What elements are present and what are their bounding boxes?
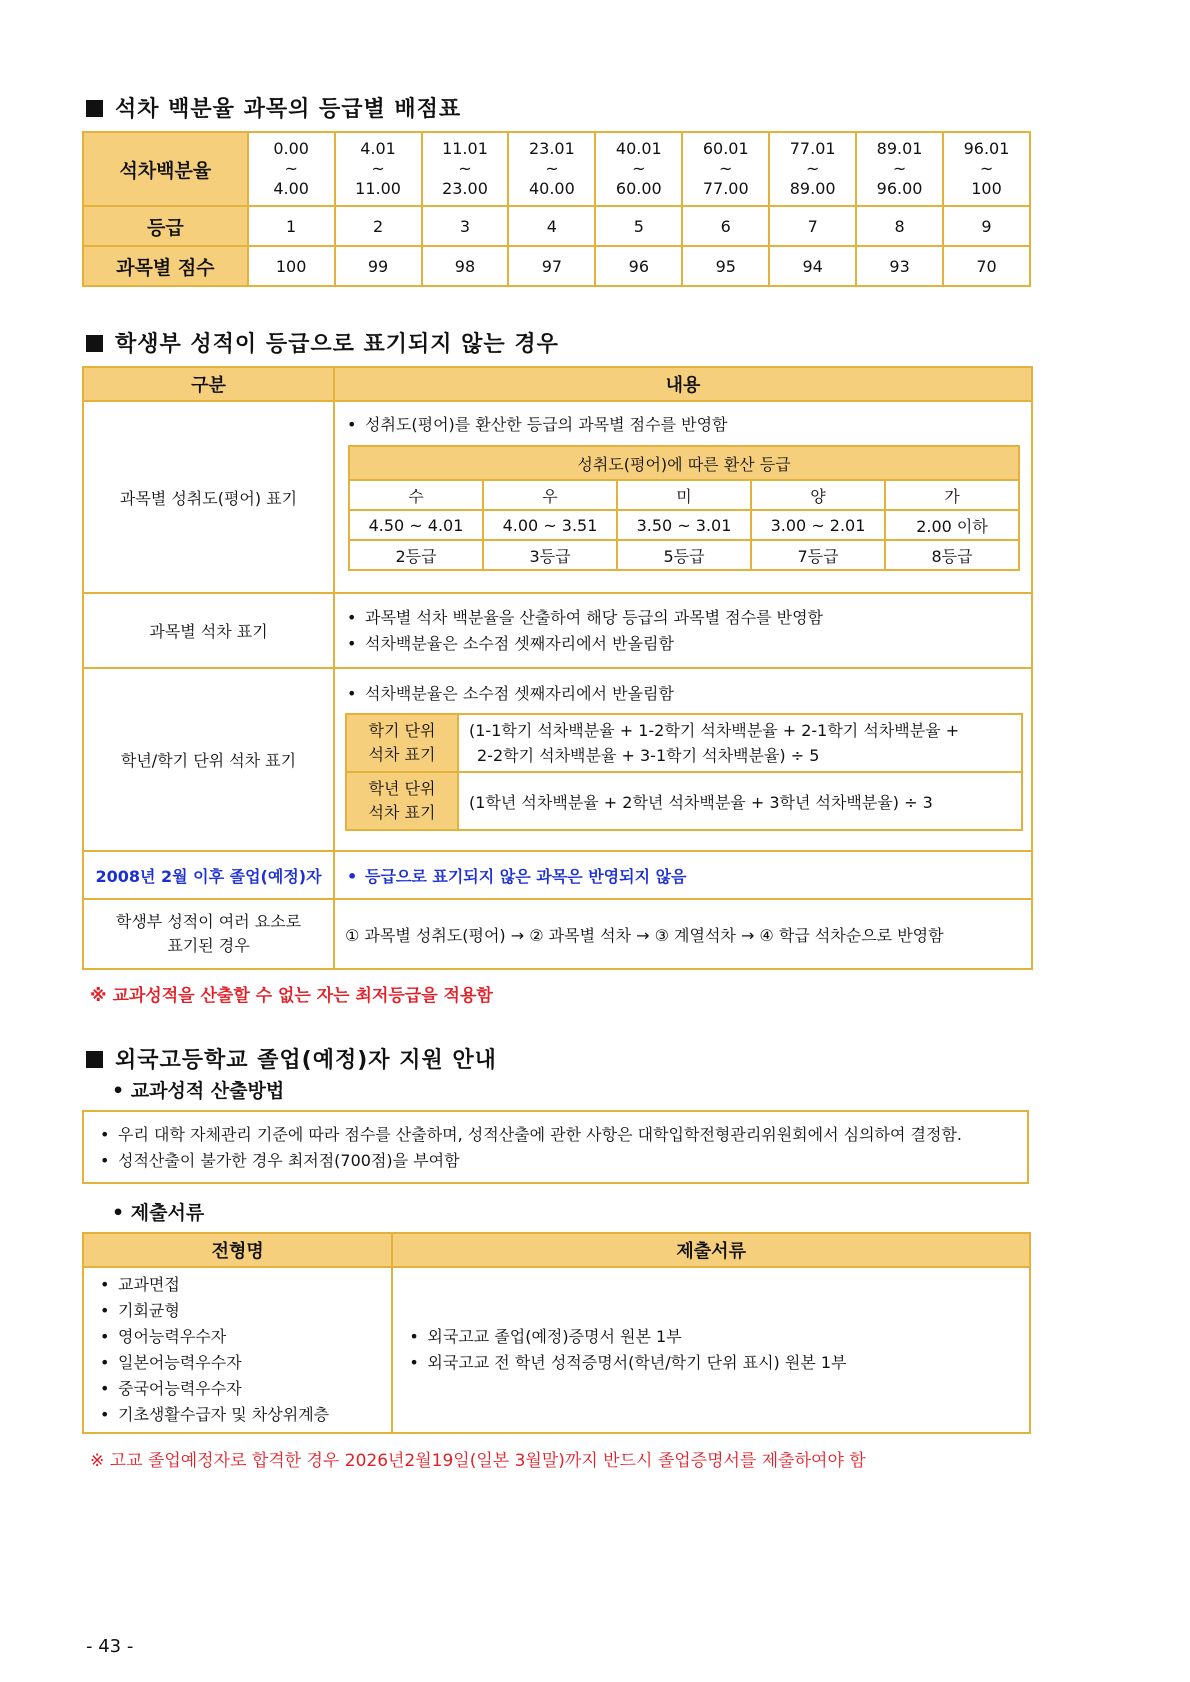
label-after-2008: 2008년 2월 이후 졸업(예정)자: [83, 851, 334, 899]
label-multi: 학생부 성적이 여러 요소로 표기된 경우: [83, 899, 334, 969]
grade-cell: 6: [682, 206, 769, 246]
percentile-range-cell: 60.01 ~ 77.00: [682, 132, 769, 206]
calc-line-2: • 성적산출이 불가한 경우 최저점(700점)을 부여함: [100, 1151, 460, 1170]
score-cell: 98: [422, 246, 509, 286]
semester-formula: (1-1학기 석차백분율 + 1-2학기 석차백분율 + 2-1학기 석차백분율 + 2-2학기 석차백분율 + 3-1학기 석차백분율) ÷ 5: [458, 714, 1022, 772]
grade-su: 2등급: [349, 540, 483, 570]
score-cell: 94: [769, 246, 856, 286]
type-item: • 기초생활수급자 및 차상위계층: [100, 1405, 330, 1424]
percentile-range-cell: 89.01 ~ 96.00: [856, 132, 943, 206]
score-cell: 95: [682, 246, 769, 286]
col-yang: 양: [751, 480, 885, 510]
section-title-non-grade: 학생부 성적이 등급으로 표기되지 않는 경우: [86, 327, 559, 358]
row-multi: [83, 899, 1032, 969]
year-rank-text: • 석차백분율은 소수점 셋째자리에서 반올림함: [347, 684, 674, 703]
label-year-rank: 학년/학기 단위 석차 표기: [83, 668, 334, 851]
square-bullet-icon: [86, 1051, 103, 1068]
score-cell: 97: [508, 246, 595, 286]
percentile-range-cell: 23.01 ~ 40.00: [508, 132, 595, 206]
range-su: 4.50 ~ 4.01: [349, 510, 483, 540]
grade-cell: 5: [595, 206, 682, 246]
grade-row: [83, 206, 1030, 246]
header-type: 전형명: [83, 1233, 392, 1267]
calculation-box: [82, 1110, 1029, 1184]
col-su: 수: [349, 480, 483, 510]
docs-list: [392, 1267, 1030, 1433]
percentile-range-cell: 77.01 ~ 89.00: [769, 132, 856, 206]
type-item: • 영어능력우수자: [100, 1327, 227, 1346]
header-content: 내용: [334, 367, 1032, 401]
subtitle-documents: • 제출서류: [112, 1202, 205, 1224]
page-number: - 43 -: [86, 1636, 134, 1657]
grade-yang: 7등급: [751, 540, 885, 570]
row-achievement: [83, 401, 1032, 593]
grade-cell: 1: [248, 206, 335, 246]
type-item: • 기회균형: [100, 1301, 180, 1320]
note-graduation-certificate: ※ 고교 졸업예정자로 합격한 경우 2026년2월19일(일본 3월말)까지 반드시 졸업증명서를 제출하여야 함: [90, 1451, 866, 1471]
grade-u: 3등급: [483, 540, 617, 570]
range-ga: 2.00 이하: [885, 510, 1019, 540]
documents-table: [82, 1232, 1031, 1434]
col-mi: 미: [617, 480, 751, 510]
year-label: 학년 단위 석차 표기: [346, 772, 458, 830]
type-list: [83, 1267, 392, 1433]
multi-text: ① 과목별 성취도(평어) → ② 과목별 석차 → ③ 계열석차 → ④ 학급 석차순으로 반영함: [334, 899, 1032, 969]
grade-cell: 4: [508, 206, 595, 246]
score-cell: 93: [856, 246, 943, 286]
range-yang: 3.00 ~ 2.01: [751, 510, 885, 540]
type-item: • 교과면접: [100, 1275, 180, 1294]
doc-item: • 외국고교 졸업(예정)증명서 원본 1부: [409, 1327, 682, 1346]
label-achievement: 과목별 성취도(평어) 표기: [83, 401, 334, 593]
score-cell: 96: [595, 246, 682, 286]
square-bullet-icon: [86, 100, 103, 117]
conversion-title: 성취도(평어)에 따른 환산 등급: [349, 446, 1019, 480]
doc-item: • 외국고교 전 학년 성적증명서(학년/학기 단위 표시) 원본 1부: [409, 1353, 847, 1372]
type-item: • 일본어능력우수자: [100, 1353, 242, 1372]
grade-score-table: [82, 131, 1031, 287]
percentile-range-cell: 40.01 ~ 60.00: [595, 132, 682, 206]
score-cell: 70: [943, 246, 1030, 286]
row-label-score: 과목별 점수: [83, 246, 248, 286]
header-category: 구분: [83, 367, 334, 401]
percentile-range-cell: 96.01 ~ 100: [943, 132, 1030, 206]
grade-cell: 9: [943, 206, 1030, 246]
row-subject-rank: [83, 593, 1032, 668]
row-year-rank: [83, 668, 1032, 851]
square-bullet-icon: [86, 335, 103, 352]
after-2008-text: • 등급으로 표기되지 않은 과목은 반영되지 않음: [334, 851, 1032, 899]
range-u: 4.00 ~ 3.51: [483, 510, 617, 540]
calc-line-1: • 우리 대학 자체관리 기준에 따라 점수를 산출하며, 성적산출에 관한 사항은 대학입학전형관리위원회에서 심의하여 결정함.: [100, 1125, 963, 1144]
achievement-text: • 성취도(평어)를 환산한 등급의 과목별 점수를 반영함: [347, 415, 728, 434]
rank-formula-table: [345, 713, 1023, 831]
subtitle-calculation: • 교과성적 산출방법: [112, 1080, 285, 1102]
row-label-grade: 등급: [83, 206, 248, 246]
achievement-conversion-table: [348, 445, 1020, 571]
section-title-grade-table: 석차 백분율 과목의 등급별 배점표: [86, 92, 461, 123]
row-label-percentile: 석차백분율: [83, 132, 248, 206]
score-cell: 100: [248, 246, 335, 286]
grade-cell: 8: [856, 206, 943, 246]
subject-rank-line-2: • 석차백분율은 소수점 셋째자리에서 반올림함: [347, 633, 674, 653]
percentile-range-cell: 11.01 ~ 23.00: [422, 132, 509, 206]
type-item: • 중국어능력우수자: [100, 1379, 242, 1398]
semester-label: 학기 단위 석차 표기: [346, 714, 458, 772]
score-row: [83, 246, 1030, 286]
col-u: 우: [483, 480, 617, 510]
section-title-foreign: 외국고등학교 졸업(예정)자 지원 안내: [86, 1043, 497, 1074]
grade-ga: 8등급: [885, 540, 1019, 570]
percentile-range-cell: 4.01 ~ 11.00: [335, 132, 422, 206]
note-lowest-grade: ※ 교과성적을 산출할 수 없는 자는 최저등급을 적용함: [90, 986, 493, 1006]
row-after-2008: [83, 851, 1032, 899]
subject-rank-line-1: • 과목별 석차 백분율을 산출하여 해당 등급의 과목별 점수를 반영함: [347, 607, 824, 627]
score-cell: 99: [335, 246, 422, 286]
grade-cell: 3: [422, 206, 509, 246]
grade-mi: 5등급: [617, 540, 751, 570]
grade-cell: 7: [769, 206, 856, 246]
non-grade-table: [82, 366, 1033, 970]
percentile-range-cell: 0.00 ~ 4.00: [248, 132, 335, 206]
percentile-row: [83, 132, 1030, 206]
range-mi: 3.50 ~ 3.01: [617, 510, 751, 540]
col-ga: 가: [885, 480, 1019, 510]
grade-cell: 2: [335, 206, 422, 246]
year-formula: (1학년 석차백분율 + 2학년 석차백분율 + 3학년 석차백분율) ÷ 3: [458, 772, 1022, 830]
header-docs: 제출서류: [392, 1233, 1030, 1267]
label-subject-rank: 과목별 석차 표기: [83, 593, 334, 668]
